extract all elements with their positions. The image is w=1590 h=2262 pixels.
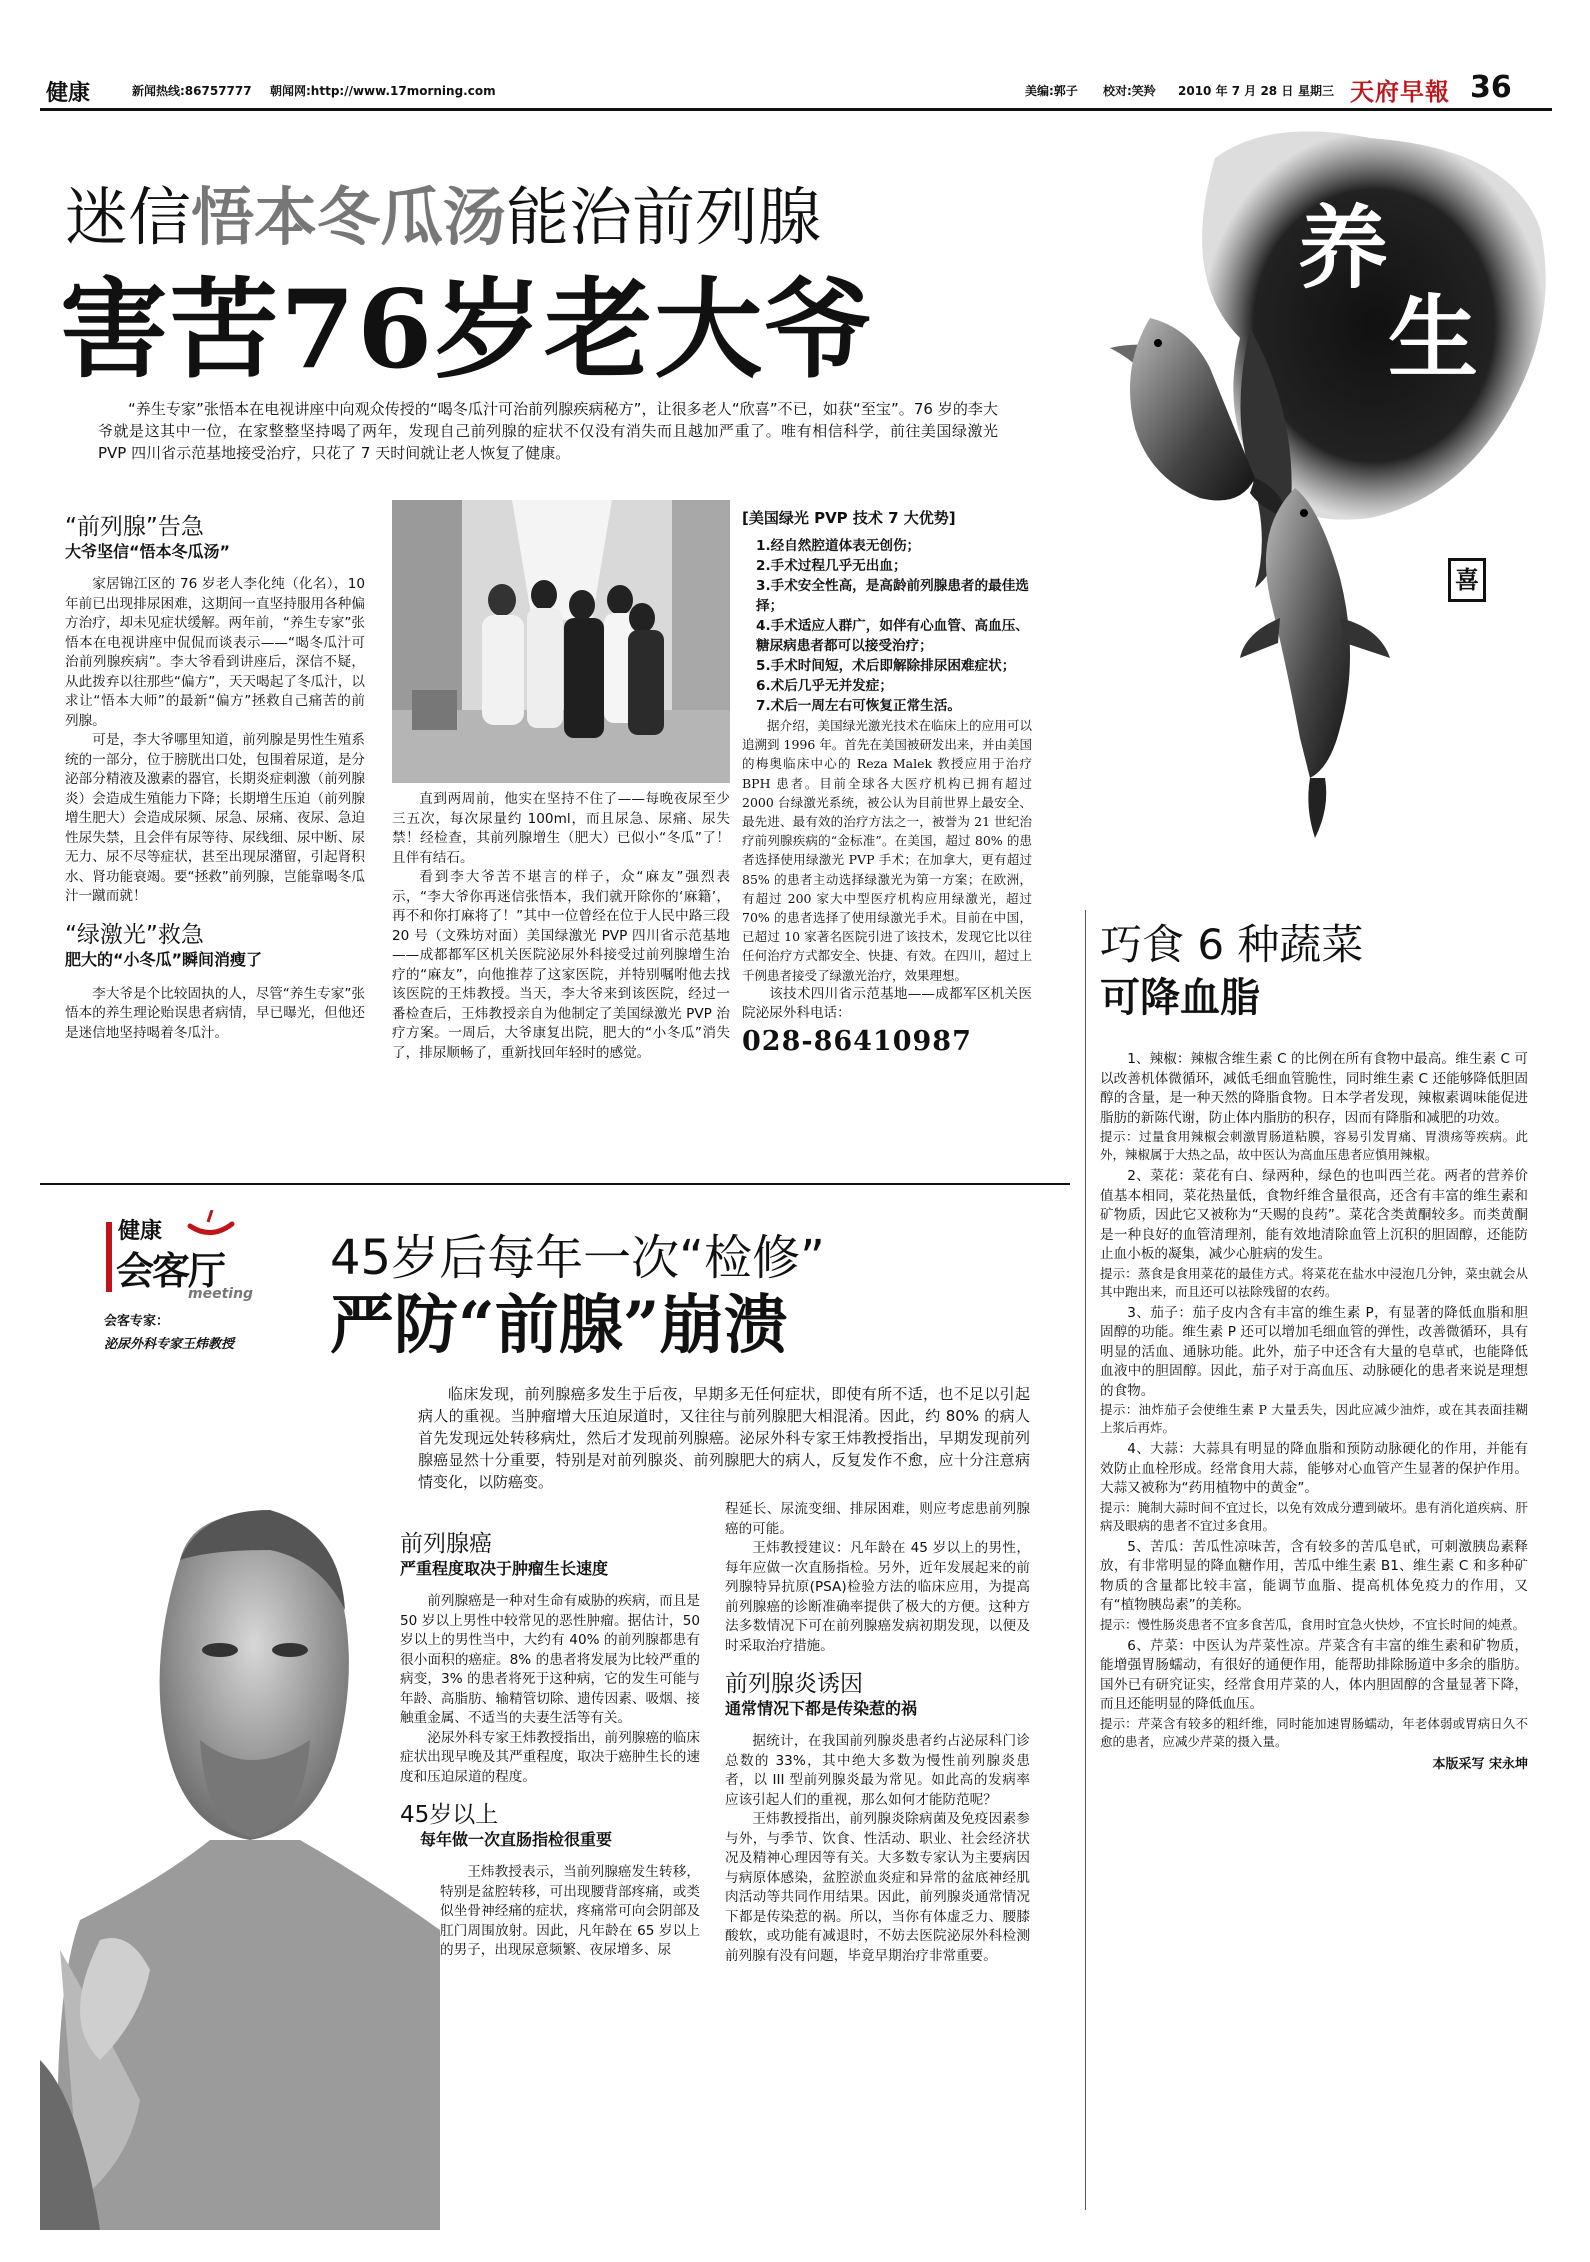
advantage-item: 3.手术安全性高，是高龄前列腺患者的最佳选择； (756, 578, 1029, 614)
meeting-room-badge (96, 1210, 316, 1300)
veg-item-3 (1100, 1304, 1528, 1438)
expert-model-photo (40, 1500, 440, 2230)
veg-item-1 (1100, 1050, 1528, 1164)
teacup-icon (186, 1210, 236, 1240)
a2-s3-p1: 据统计，在我国前列腺炎患者约占泌尿科门诊总数的 33%，其中绝大多数为慢性前列腺炎患者，以 III 型前列腺炎最为常见。如此高的发病率应该引起人们的重视，那么如何才能防范呢？ (725, 1733, 1030, 1808)
badge-main: 会客厅 (116, 1248, 225, 1293)
headline-part-c: 能治前列腺 (506, 181, 821, 254)
a2-s3-p2: 王炜教授指出，前列腺炎除病菌及免疫因素参与外，与季节、饮食、性活动、职业、社会经济状况及精神心理因等有关。大多数专家认为主要病因与病原体感染，盆腔淤血炎症和异常的盆底神经肌肉活动等共同作用结果。因此，前列腺炎通常情况下都是传染惹的祸。所以，当你有体虚乏力、腰膝酸软，或功能有减退时，不妨去医院泌尿外科检测前列腺有没有问题，毕竟早期治疗非常重要。 (725, 1811, 1030, 1964)
veg-item-2 (1100, 1167, 1528, 1301)
a2-col2-p1: 程延长、尿流变细、排尿困难，则应考虑患前列腺癌的可能。 (725, 1501, 1030, 1537)
a2-s3-subtitle: 通常情况下都是传染惹的祸 (725, 1699, 918, 1718)
publish-date: 2010 年 7 月 28 日 (1178, 84, 1294, 98)
seal-stamp: 喜 (1448, 558, 1486, 602)
article1-divider (40, 1183, 1070, 1185)
badge-bar (106, 1222, 112, 1292)
header-rule (40, 108, 1552, 111)
headline-part-a: 迷信 (65, 181, 191, 254)
man-portrait-image (40, 1500, 440, 2230)
veg-text: 1、辣椒：辣椒含维生素 C 的比例在所有食物中最高。维生素 C 可以改善机体微循环，减低毛细血管脆性，同时维生素 C 还能够降低胆固醇的含量，是一种天然的降脂食物。日本学者发现，辣椒素调味能促进脂肪的新陈代谢，防止体内脂肪的积存，因而有降脂和减肥的功效。 (1100, 1051, 1528, 1126)
hospital-photo (392, 500, 730, 783)
a2-s2-title: 45岁以上 (400, 1802, 499, 1828)
article1-headline-1 (65, 180, 821, 255)
advantage-item: 2.手术过程几乎无出血； (756, 558, 907, 574)
page-header (40, 70, 1552, 106)
col3-p2: 该技术四川省示范基地——成都军区机关医院泌尿外科电话： (742, 985, 1032, 1022)
page-number: 36 (1470, 70, 1512, 105)
a2-s1-p1: 前列腺癌是一种对生命有威胁的疾病，而且是 50 岁以上男性中较常见的恶性肿瘤。据估计，50 岁以上的男性当中，大约有 40% 的前列腺都患有很小面积的癌症。8% 的患者将发展为比较严重的病变，3% 的患者将死于这种病，它的发生可能与年龄、高脂肪、输精管切除、遗传因素、吸烟、接触重金属、不适当的夫妻生活等有关。 (400, 1593, 700, 1726)
byline: 本版采写 宋永坤 (1432, 1756, 1528, 1772)
a2-s1-title: 前列腺癌 (400, 1531, 492, 1557)
veg-text: 2、菜花：菜花有白、绿两种，绿色的也叫西兰花。两者的营养价值基本相同，菜花热量低，食物纤维含量很高，还含有丰富的维生素和矿物质，因此它又被称为“天赐的良药”。菜花含类黄酮较多。而类黄酮是一种良好的血管清理剂，能有效地清除血管上沉积的胆固醇，还能防止血小板的凝集，减少心脏病的发生。 (1100, 1168, 1528, 1262)
expert-name: 泌尿外科专家王炜教授 (104, 1337, 235, 1352)
section-name: 健康 (46, 81, 91, 106)
col3-p1: 据介绍，美国绿光激光技术在临床上的应用可以追溯到 1996 年。首先在美国被研发出来，并由美国的梅奥临床中心的 Reza Malek 教授应用于治疗 BPH 患者。目前全球各大医疗机构已拥有超过 2000 台绿激光系统，被公认为目前世界上最安全、最先进、最有效的治疗方法之一，被誉为 21 世纪治疗前列腺疾病的“金标准”。在美国，超过 80% 的患者选择使用绿激光 PVP 手术；在加拿大，更有超过 85% 的患者主动选择绿激光为第一方案；在欧洲，有超过 200 家大中型医疗机构应用绿激光，超过 70% 的患者选择了使用绿激光手术。目前在中国，已超过 10 家著名医院引进了该技术，发现它比以往任何治疗方式都安全、快捷、有效。在四川，超过上千例患者接受了绿激光治疗，效果理想。 (742, 718, 1032, 983)
a2-s2-subtitle: 每年做一次直肠指检很重要 (420, 1830, 613, 1849)
section2-title: “绿激光”救急 (65, 921, 204, 948)
a2-s1-p2: 泌尿外科专家王炜教授指出，前列腺癌的临床症状出现早晚及其严重程度，取决于癌肿生长的速度和压迫尿道的程度。 (400, 1729, 700, 1785)
veg-text: 4、大蒜：大蒜具有明显的降血脂和预防动脉硬化的作用，并能有效防止血栓形成。经常食用大蒜，能够对心血管产生显著的保护作用。大蒜又被称为“药用植物中的黄金”。 (1100, 1441, 1528, 1496)
article2-headline-2: 严防“前腺”崩溃 (330, 1288, 788, 1363)
advantages-list (742, 536, 1032, 716)
article1-col1 (65, 513, 365, 1043)
badge-char-sheng: 生 (1388, 285, 1478, 391)
veg-tip: 提示：慢性肠炎患者不宜多食苦瓜，食用时宜急火快炒，不宜长时间的炖煮。 (1100, 1616, 1526, 1632)
badge-en: meeting (188, 1286, 254, 1302)
a2-s2-p1: 王炜教授表示，当前列腺癌发生转移，特别是盆腔转移，可出现腰背部疼痛，或类似坐骨神经痛的症状，疼痛常可向会阴部及肛门周围放射。因此，凡年龄在 65 岁以上的男子，出现尿意频繁、夜尿增多、尿 (440, 1864, 700, 1958)
expert-label: 会客专家： (104, 1314, 170, 1329)
phone-number: 028-86410987 (742, 1025, 972, 1057)
a2-s3-title: 前列腺炎诱因 (725, 1671, 863, 1697)
editor: 美编:郭子 (1025, 84, 1078, 98)
section2-p1: 李大爷是个比较固执的人，尽管“养生专家”张悟本的养生理论贻误患者病情，早已曝光，但他还是迷信地坚持喝着冬瓜汁。 (65, 985, 365, 1041)
masthead-logo: 天府早報 (1350, 77, 1450, 106)
hotline: 新闻热线:86757777 (132, 84, 252, 98)
article3-headline-1: 巧食 6 种蔬菜 (1100, 920, 1364, 969)
veg-tip: 提示：芹菜含有较多的粗纤维，同时能加速胃肠蠕动，年老体弱或胃病日久不愈的患者，应减少芹菜的摄入量。 (1100, 1715, 1528, 1749)
col2-p2: 看到李大爷苦不堪言的样子，众“麻友”强烈表示，“李大爷你再迷信张悟本，我们就开除你的‘麻籍’，再不和你打麻将了！”其中一位曾经在位于人民中路三段 20 号（文殊坊对面）美国绿激光 PVP 四川省示范基地——成都都军区机关医院泌尿外科接受过前列腺增生治疗的“麻友”，向他推荐了这家医院，并特别嘱咐他去找该医院的王炜教授。当天，李大爷来到该医院，经过一番检查后，王炜教授亲自为他制定了美国绿激光 PVP 治疗方案。一周后，大爷康复出院，肥大的“小冬瓜”消失了，排尿顺畅了，重新找回年轻时的感觉。 (392, 869, 730, 1061)
article1-col2 (392, 790, 730, 1063)
badge-char-yang: 养 (1298, 195, 1388, 301)
veg-text: 6、芹菜：中医认为芹菜性凉。芹菜含有丰富的维生素和矿物质，能增强胃肠蠕动，有很好的通便作用，能帮助排除肠道中多余的脂肪。国外已有研究证实，经常食用芹菜的人，体内胆固醇的含量显著下降，而且还能明显的降低血压。 (1100, 1637, 1528, 1712)
article1-col3 (742, 507, 1032, 1057)
hospital-scene-image (392, 500, 730, 783)
column-divider-vertical (1085, 910, 1086, 2210)
veg-text: 3、茄子：茄子皮内含有丰富的维生素 P，有显著的降低血脂和胆固醇的功能。维生素 P 还可以增加毛细血管的弹性，改善微循环，具有明显的活血、通脉功能。此外，茄子中还含有大量的皂草甙，也能降低血液中的胆固醇。因此，茄子对于高血压、动脉硬化的患者来说是理想的食物。 (1100, 1304, 1528, 1399)
article2-colB (725, 1500, 1030, 1966)
veg-tip: 提示：腌制大蒜时间不宜过长，以免有效成分遭到破坏。患有消化道疾病、肝病及眼病的患者不宜过多食用。 (1100, 1499, 1528, 1533)
veg-item-4 (1100, 1440, 1528, 1535)
article1-headline-2: 害苦76岁老大爷 (60, 267, 875, 393)
veg-item-5 (1100, 1538, 1528, 1634)
section1-title: “前列腺”告急 (65, 514, 204, 540)
proofreader: 校对:笑羚 (1103, 84, 1156, 98)
section1-subtitle: 大爷坚信“悟本冬瓜汤” (65, 542, 231, 561)
section1-p2: 可是，李大爷哪里知道，前列腺是男性生殖系统的一部分，位于膀胱出口处，包围着尿道，是分泌部分精液及激素的器官，长期炎症刺激（前列腺炎）会造成生殖能力下降；长期增生压迫（前列腺增生肥大）会造成尿频、尿急、尿痛、夜尿、急迫性尿失禁，且会伴有尿等待、尿线细、尿中断、尿无力、尿不尽等症状，甚至出现尿潴留，引起肾积水、肾功能衰竭。要“拯救”前列腺，岂能靠喝冬瓜汁一蹴而就！ (65, 732, 365, 904)
weekday: 星期三 (1298, 84, 1335, 98)
article2-headline-1: 45岁后每年一次“检修” (330, 1230, 825, 1286)
article3-body (1100, 1050, 1528, 1772)
veg-text: 5、苦瓜：苦瓜性凉味苦，含有较多的苦瓜皂甙，可刺激胰岛素释放，有非常明显的降血糖作用，苦瓜中维生素 B1、维生素 C 和多种矿物质的含量都比较丰富，能调节血脂、提高机体免疫力的作用，又有“植物胰岛素”的美称。 (1100, 1538, 1528, 1613)
badge-top: 健康 (118, 1219, 163, 1244)
veg-tip: 提示：过量食用辣椒会刺激胃肠道粘膜，容易引发胃痛、胃溃疡等疾病。此外，辣椒属于大热之品，故中医认为高血压患者应慎用辣椒。 (1100, 1129, 1528, 1162)
advantages-title: [美国绿光 PVP 技术 7 大优势] (742, 509, 956, 527)
yangsheng-badge (1040, 118, 1560, 918)
col2-p1: 直到两周前，他实在坚持不住了——每晚夜尿至少三五次，每次尿量约 100ml，而且尿急、尿痛、尿失禁！经检查，其前列腺增生（肥大）已似小“冬瓜”了！且伴有结石。 (392, 791, 730, 866)
advantage-item: 7.术后一周左右可恢复正常生活。 (756, 698, 961, 714)
veg-tip: 提示：蒸食是食用菜花的最佳方式。将菜花在盐水中浸泡几分钟，菜虫就会从其中跑出来，而且还可以祛除残留的农药。 (1100, 1265, 1528, 1299)
article2-intro: 临床发现，前列腺癌多发生于后夜，早期多无任何症状，即使有所不适，也不足以引起病人的重视。当肿瘤增大压迫尿道时，又往往与前列腺肥大相混淆。因此，约 80% 的病人首先发现远处转移病灶，然后才发现前列腺癌。泌尿外科专家王炜教授指出，早期发现前列腺癌显然十分重要，特别是对前列腺炎、前列腺肥大的病人，反复发作不愈，应十分注意病情变化，以防癌变。 (418, 1385, 1030, 1491)
advantage-item: 4.手术适应人群广，如伴有心血管、高血压、糖尿病患者都可以接受治疗； (756, 618, 1029, 654)
advantage-item: 1.经自然腔道体表无创伤； (756, 538, 921, 554)
a2-s1-subtitle: 严重程度取决于肿瘤生长速度 (400, 1559, 609, 1578)
veg-tip: 提示：油炸茄子会使维生素 P 大量丢失，因此应减少油炸，或在其表面挂糊上浆后再炸。 (1100, 1402, 1528, 1435)
section1-p1: 家居锦江区的 76 岁老人李化纯（化名），10 年前已出现排尿困难，这期间一直坚持服用各种偏方治疗，却未见症状缓解。两年前，“养生专家”张悟本在电视讲座中侃侃而谈表示——“喝冬瓜汁可治前列腺疾病”。李大爷看到讲座后，深信不疑，从此拨弃以往那些“偏方”，天天喝起了冬瓜汁，以求让“悟本大师”的最新“偏方”拯救自己痛苦的前列腺。 (65, 576, 365, 729)
article3-headline-2: 可降血脂 (1100, 974, 1260, 1021)
veg-item-6 (1100, 1637, 1528, 1751)
advantage-item: 6.术后几乎无并发症； (756, 678, 893, 694)
website: 朝闻网:http://www.17morning.com (270, 84, 496, 98)
article2-colA (400, 1530, 700, 1961)
a2-col2-p2: 王炜教授建议：凡年龄在 45 岁以上的男性，每年应做一次直肠指检。另外，近年发展起来的前列腺特异抗原(PSA)检验方法的临床应用，为提高前列腺癌的诊断准确率提供了极大的方便。这种方法多数情况下可在前列腺癌发病初期发现，以便及时采取治疗措施。 (725, 1540, 1030, 1654)
section2-subtitle: 肥大的“小冬瓜”瞬间消瘦了 (65, 949, 263, 969)
expert-info (104, 1310, 344, 1352)
headline-part-b: 悟本冬瓜汤 (191, 180, 506, 254)
article1-intro: “养生专家”张悟本在电视讲座中向观众传授的“喝冬瓜汁可治前列腺疾病秘方”，让很多老人“欣喜”不已，如获“至宝”。76 岁的李大爷就是这其中一位，在家整整坚持喝了两年，发现自己前列腺的症状不仅没有消失而且越加严重了。唯有相信科学，前往美国绿激光 PVP 四川省示范基地接受治疗，只花了 7 天时间就让老人恢复了健康。 (98, 400, 998, 462)
advantage-item: 5.手术时间短，术后即解除排尿困难症状； (756, 658, 1016, 674)
